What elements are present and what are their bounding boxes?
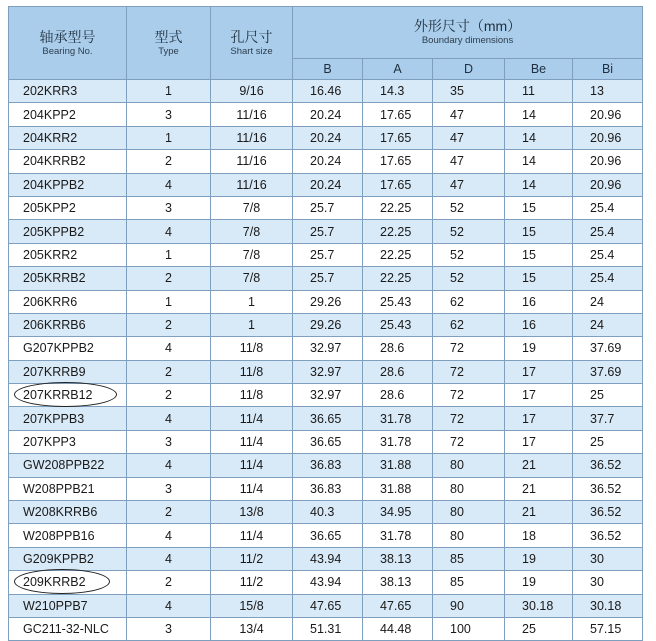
cell-bearing-no xyxy=(9,337,127,360)
cell-bearing-no xyxy=(9,524,127,547)
cell-be: 25 xyxy=(505,617,573,640)
bearing-no-text: 205KPPB2 xyxy=(23,224,85,239)
cell-be: 30.18 xyxy=(505,594,573,617)
cell-d: 72 xyxy=(433,430,505,453)
cell-b: 25.7 xyxy=(293,267,363,290)
cell-bearing-no xyxy=(9,196,127,219)
cell-be: 21 xyxy=(505,454,573,477)
header-shaft-size xyxy=(211,7,293,80)
table-row xyxy=(9,407,643,430)
circled-bearing-no: 209KRRB2 xyxy=(23,575,86,590)
header-shaft-en: Shart size xyxy=(230,45,273,57)
table-row xyxy=(9,594,643,617)
cell-a: 31.78 xyxy=(363,407,433,430)
cell-type: 2 xyxy=(127,501,211,524)
cell-b: 47.65 xyxy=(293,594,363,617)
cell-d: 52 xyxy=(433,220,505,243)
bearing-no-text: 206KRRB6 xyxy=(23,318,86,333)
cell-bi: 25.4 xyxy=(573,196,643,219)
cell-be: 16 xyxy=(505,313,573,336)
bearing-no-text: W208PPB21 xyxy=(23,481,95,496)
cell-d: 80 xyxy=(433,524,505,547)
cell-bi: 25.4 xyxy=(573,267,643,290)
header-bearing-no xyxy=(9,7,127,80)
cell-bi: 57.15 xyxy=(573,617,643,640)
cell-bearing-no xyxy=(9,267,127,290)
cell-b: 20.24 xyxy=(293,103,363,126)
table-row xyxy=(9,196,643,219)
cell-bi: 13 xyxy=(573,80,643,103)
cell-bearing-no xyxy=(9,594,127,617)
cell-a: 17.65 xyxy=(363,126,433,149)
table-row xyxy=(9,384,643,407)
table-row xyxy=(9,173,643,196)
cell-b: 36.83 xyxy=(293,477,363,500)
cell-d: 62 xyxy=(433,313,505,336)
header-bearing-cn: 轴承型号 xyxy=(39,28,96,45)
cell-shaft: 11/16 xyxy=(211,126,293,149)
cell-type: 4 xyxy=(127,220,211,243)
bearing-no-text: GW208PPB22 xyxy=(23,458,105,473)
cell-type: 4 xyxy=(127,173,211,196)
cell-bi: 25.4 xyxy=(573,220,643,243)
cell-shaft: 9/16 xyxy=(211,80,293,103)
cell-b: 36.65 xyxy=(293,524,363,547)
cell-bearing-no xyxy=(9,220,127,243)
bearing-no-text: G209KPPB2 xyxy=(23,552,94,566)
cell-type: 2 xyxy=(127,313,211,336)
cell-d: 72 xyxy=(433,337,505,360)
cell-shaft: 11/16 xyxy=(211,150,293,173)
cell-b: 20.24 xyxy=(293,173,363,196)
table-row xyxy=(9,430,643,453)
cell-shaft: 7/8 xyxy=(211,220,293,243)
cell-type: 2 xyxy=(127,571,211,594)
bearing-no-text: 207KRRB9 xyxy=(23,364,86,379)
cell-b: 20.24 xyxy=(293,126,363,149)
header-type-en: Type xyxy=(158,45,179,57)
cell-bi: 20.96 xyxy=(573,173,643,196)
cell-d: 100 xyxy=(433,617,505,640)
column-header-d: D xyxy=(433,59,505,80)
header-bound-en: Boundary dimensions xyxy=(421,35,514,46)
bearing-no-text: 205KRR2 xyxy=(23,247,78,262)
cell-d: 52 xyxy=(433,243,505,266)
table-row xyxy=(9,267,643,290)
cell-a: 31.88 xyxy=(363,477,433,500)
cell-shaft: 7/8 xyxy=(211,196,293,219)
cell-bearing-no xyxy=(9,501,127,524)
cell-bearing-no xyxy=(9,477,127,500)
cell-be: 17 xyxy=(505,384,573,407)
cell-shaft: 11/16 xyxy=(211,103,293,126)
cell-a: 28.6 xyxy=(363,384,433,407)
cell-d: 80 xyxy=(433,454,505,477)
cell-be: 15 xyxy=(505,220,573,243)
column-header-a: A xyxy=(363,59,433,80)
cell-shaft: 1 xyxy=(211,313,293,336)
cell-shaft: 13/8 xyxy=(211,501,293,524)
cell-bearing-no xyxy=(9,571,127,594)
cell-shaft: 11/8 xyxy=(211,384,293,407)
table-body xyxy=(9,80,643,641)
cell-bi: 36.52 xyxy=(573,524,643,547)
bearing-no-text: GC211-32-NLC xyxy=(23,622,109,637)
table-row xyxy=(9,337,643,360)
cell-a: 17.65 xyxy=(363,150,433,173)
cell-d: 90 xyxy=(433,594,505,617)
cell-d: 47 xyxy=(433,126,505,149)
bearing-no-text: 204KPPB2 xyxy=(23,177,85,192)
cell-d: 85 xyxy=(433,571,505,594)
bearing-no-text: 205KRRB2 xyxy=(23,271,86,286)
cell-shaft: 7/8 xyxy=(211,267,293,290)
header-bound-cn: 外形尺寸（mm） xyxy=(413,18,522,34)
cell-bi: 30.18 xyxy=(573,594,643,617)
cell-a: 25.43 xyxy=(363,290,433,313)
cell-a: 31.78 xyxy=(363,524,433,547)
cell-b: 25.7 xyxy=(293,243,363,266)
cell-a: 28.6 xyxy=(363,337,433,360)
cell-bi: 30 xyxy=(573,547,643,570)
cell-be: 17 xyxy=(505,407,573,430)
cell-bearing-no xyxy=(9,103,127,126)
cell-bearing-no xyxy=(9,243,127,266)
bearing-no-text: 207KPPB3 xyxy=(23,411,85,426)
cell-b: 25.7 xyxy=(293,196,363,219)
cell-bi: 20.96 xyxy=(573,150,643,173)
cell-d: 80 xyxy=(433,477,505,500)
table-row xyxy=(9,220,643,243)
cell-type: 3 xyxy=(127,477,211,500)
cell-d: 52 xyxy=(433,196,505,219)
cell-bi: 36.52 xyxy=(573,454,643,477)
table-row xyxy=(9,313,643,336)
cell-a: 31.78 xyxy=(363,430,433,453)
cell-bi: 25 xyxy=(573,430,643,453)
cell-be: 19 xyxy=(505,337,573,360)
cell-b: 25.7 xyxy=(293,220,363,243)
cell-type: 1 xyxy=(127,126,211,149)
cell-d: 47 xyxy=(433,150,505,173)
cell-d: 72 xyxy=(433,360,505,383)
cell-b: 36.83 xyxy=(293,454,363,477)
header-shaft-cn: 孔尺寸 xyxy=(230,28,273,45)
cell-type: 1 xyxy=(127,243,211,266)
table-row xyxy=(9,126,643,149)
cell-shaft: 11/8 xyxy=(211,360,293,383)
cell-b: 20.24 xyxy=(293,150,363,173)
table-row xyxy=(9,80,643,103)
cell-shaft: 15/8 xyxy=(211,594,293,617)
cell-a: 47.65 xyxy=(363,594,433,617)
cell-d: 72 xyxy=(433,384,505,407)
cell-bi: 37.7 xyxy=(573,407,643,430)
cell-shaft: 1 xyxy=(211,290,293,313)
cell-be: 15 xyxy=(505,267,573,290)
cell-type: 4 xyxy=(127,407,211,430)
cell-type: 4 xyxy=(127,594,211,617)
cell-d: 85 xyxy=(433,547,505,570)
cell-bi: 24 xyxy=(573,290,643,313)
table-row xyxy=(9,290,643,313)
cell-d: 72 xyxy=(433,407,505,430)
cell-type: 1 xyxy=(127,80,211,103)
table-row xyxy=(9,150,643,173)
cell-type: 4 xyxy=(127,337,211,360)
cell-a: 38.13 xyxy=(363,571,433,594)
cell-a: 22.25 xyxy=(363,196,433,219)
cell-a: 44.48 xyxy=(363,617,433,640)
cell-bearing-no xyxy=(9,617,127,640)
table-row xyxy=(9,501,643,524)
cell-be: 14 xyxy=(505,126,573,149)
cell-a: 22.25 xyxy=(363,267,433,290)
cell-a: 28.6 xyxy=(363,360,433,383)
bearing-no-text: W210PPB7 xyxy=(23,598,88,613)
cell-bearing-no xyxy=(9,430,127,453)
cell-bearing-no xyxy=(9,407,127,430)
cell-bi: 20.96 xyxy=(573,103,643,126)
cell-bi: 36.52 xyxy=(573,501,643,524)
cell-be: 16 xyxy=(505,290,573,313)
cell-b: 32.97 xyxy=(293,360,363,383)
bearing-no-text: 204KRRB2 xyxy=(23,154,86,169)
cell-be: 15 xyxy=(505,243,573,266)
bearing-no-text: W208PPB16 xyxy=(23,528,95,543)
cell-bearing-no xyxy=(9,126,127,149)
bearing-no-text: 205KPP2 xyxy=(23,201,76,216)
cell-be: 21 xyxy=(505,501,573,524)
bearing-no-text: G207KPPB2 xyxy=(23,341,94,356)
cell-b: 40.3 xyxy=(293,501,363,524)
cell-d: 80 xyxy=(433,501,505,524)
table-row xyxy=(9,524,643,547)
column-header-b: B xyxy=(293,59,363,80)
cell-be: 14 xyxy=(505,103,573,126)
table-row xyxy=(9,477,643,500)
cell-shaft: 11/4 xyxy=(211,454,293,477)
bearing-table-container xyxy=(8,6,642,641)
cell-b: 36.65 xyxy=(293,407,363,430)
cell-be: 15 xyxy=(505,196,573,219)
bearing-no-text: 202KRR3 xyxy=(23,84,78,99)
cell-type: 4 xyxy=(127,454,211,477)
cell-bearing-no xyxy=(9,290,127,313)
cell-bi: 25 xyxy=(573,384,643,407)
cell-d: 35 xyxy=(433,80,505,103)
cell-bearing-no xyxy=(9,547,127,570)
cell-a: 22.25 xyxy=(363,220,433,243)
cell-bi: 24 xyxy=(573,313,643,336)
cell-a: 25.43 xyxy=(363,313,433,336)
cell-bearing-no xyxy=(9,454,127,477)
cell-be: 11 xyxy=(505,80,573,103)
header-type xyxy=(127,7,211,80)
cell-shaft: 11/16 xyxy=(211,173,293,196)
cell-bi: 37.69 xyxy=(573,360,643,383)
bearing-no-text: 204KPP2 xyxy=(23,107,76,122)
cell-shaft: 11/4 xyxy=(211,477,293,500)
cell-bi: 25.4 xyxy=(573,243,643,266)
cell-shaft: 11/4 xyxy=(211,430,293,453)
cell-be: 19 xyxy=(505,571,573,594)
bearing-no-text: 206KRR6 xyxy=(23,294,78,309)
cell-a: 38.13 xyxy=(363,547,433,570)
cell-bearing-no xyxy=(9,150,127,173)
cell-a: 22.25 xyxy=(363,243,433,266)
cell-bi: 36.52 xyxy=(573,477,643,500)
cell-bi: 20.96 xyxy=(573,126,643,149)
cell-bearing-no xyxy=(9,313,127,336)
cell-type: 2 xyxy=(127,267,211,290)
cell-type: 2 xyxy=(127,360,211,383)
header-bearing-en: Bearing No. xyxy=(42,45,93,57)
cell-bi: 37.69 xyxy=(573,337,643,360)
cell-type: 2 xyxy=(127,384,211,407)
cell-bi: 30 xyxy=(573,571,643,594)
column-header-be: Be xyxy=(505,59,573,80)
cell-b: 36.65 xyxy=(293,430,363,453)
cell-be: 21 xyxy=(505,477,573,500)
cell-d: 52 xyxy=(433,267,505,290)
cell-type: 4 xyxy=(127,547,211,570)
cell-be: 14 xyxy=(505,150,573,173)
table-row xyxy=(9,547,643,570)
circled-bearing-no: 207KRRB12 xyxy=(23,388,93,403)
cell-type: 3 xyxy=(127,196,211,219)
cell-shaft: 7/8 xyxy=(211,243,293,266)
cell-d: 62 xyxy=(433,290,505,313)
cell-be: 17 xyxy=(505,430,573,453)
cell-b: 32.97 xyxy=(293,384,363,407)
cell-a: 34.95 xyxy=(363,501,433,524)
cell-d: 47 xyxy=(433,173,505,196)
bearing-no-text: 207KPP3 xyxy=(23,435,76,450)
cell-a: 17.65 xyxy=(363,103,433,126)
cell-a: 31.88 xyxy=(363,454,433,477)
cell-b: 29.26 xyxy=(293,313,363,336)
cell-b: 32.97 xyxy=(293,337,363,360)
table-row xyxy=(9,360,643,383)
cell-b: 29.26 xyxy=(293,290,363,313)
bearing-no-text: 204KRR2 xyxy=(23,130,78,145)
header-type-cn: 型式 xyxy=(154,28,183,45)
column-header-bi: Bi xyxy=(573,59,643,80)
cell-shaft: 11/2 xyxy=(211,547,293,570)
cell-b: 43.94 xyxy=(293,571,363,594)
cell-shaft: 13/4 xyxy=(211,617,293,640)
cell-bearing-no xyxy=(9,384,127,407)
cell-be: 17 xyxy=(505,360,573,383)
cell-shaft: 11/4 xyxy=(211,407,293,430)
cell-b: 16.46 xyxy=(293,80,363,103)
table-row xyxy=(9,103,643,126)
table-row xyxy=(9,617,643,640)
cell-a: 14.3 xyxy=(363,80,433,103)
cell-type: 3 xyxy=(127,430,211,453)
cell-b: 51.31 xyxy=(293,617,363,640)
table-row xyxy=(9,243,643,266)
bearing-no-text: W208KRRB6 xyxy=(23,505,98,520)
cell-type: 3 xyxy=(127,617,211,640)
bearing-dimensions-table xyxy=(8,6,643,641)
cell-type: 3 xyxy=(127,103,211,126)
cell-be: 14 xyxy=(505,173,573,196)
cell-bearing-no xyxy=(9,80,127,103)
cell-be: 19 xyxy=(505,547,573,570)
table-row xyxy=(9,571,643,594)
cell-shaft: 11/4 xyxy=(211,524,293,547)
cell-type: 4 xyxy=(127,524,211,547)
cell-be: 18 xyxy=(505,524,573,547)
cell-type: 1 xyxy=(127,290,211,313)
cell-shaft: 11/8 xyxy=(211,337,293,360)
cell-b: 43.94 xyxy=(293,547,363,570)
header-boundary-dimensions xyxy=(293,7,643,59)
cell-type: 2 xyxy=(127,150,211,173)
cell-bearing-no xyxy=(9,360,127,383)
cell-d: 47 xyxy=(433,103,505,126)
cell-a: 17.65 xyxy=(363,173,433,196)
table-row xyxy=(9,454,643,477)
cell-bearing-no xyxy=(9,173,127,196)
cell-shaft: 11/2 xyxy=(211,571,293,594)
